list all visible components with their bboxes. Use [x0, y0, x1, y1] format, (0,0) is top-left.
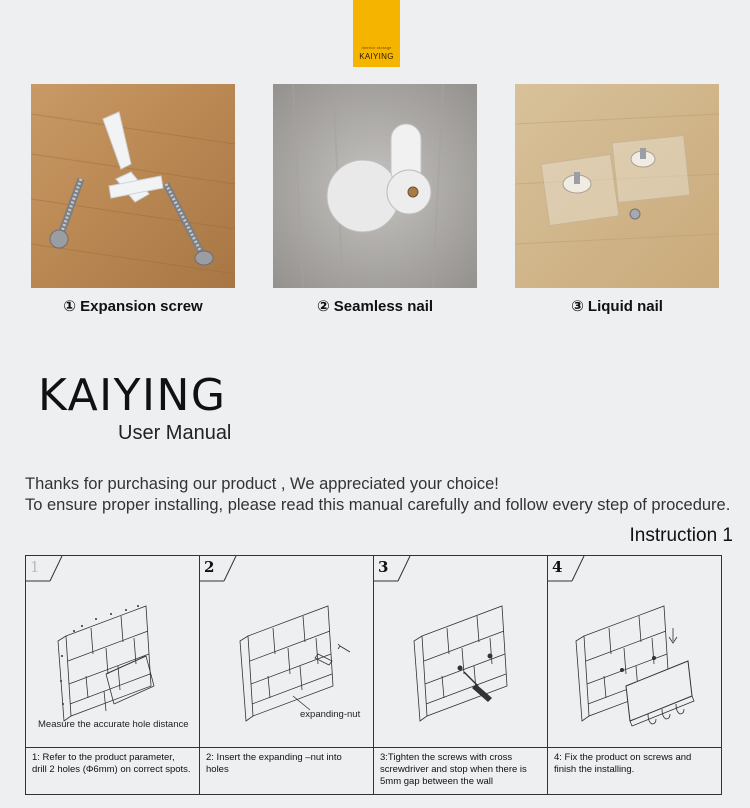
step-1-number: 1 — [30, 558, 40, 576]
step-2-text-line-1: 2: Insert the expanding –nut into holes — [206, 752, 342, 775]
manual-brand-title: KAIYING — [38, 370, 227, 421]
step-3-text — [374, 747, 547, 788]
step-3-text-line-3: 5mm gap between the wall — [380, 776, 494, 787]
step-2-number: 2 — [204, 558, 215, 576]
instruction-title: Instruction 1 — [629, 525, 733, 546]
step-1-text-line-1: 1: Refer to the product parameter, — [32, 752, 175, 763]
logo-brand: KAIYING — [359, 52, 394, 61]
step-3-text-line-2: screwdriver and stop when there is — [380, 764, 527, 775]
step-1-label: Measure the accurate hole distance — [38, 719, 189, 730]
intro-line-1: Thanks for purchasing our product , We appreciated your choice! — [25, 475, 499, 493]
step-1-text-line-2: drill 2 holes (Φ6mm) on correct spots. — [32, 764, 191, 775]
liquid-nail-caption: ③ Liquid nail — [571, 298, 663, 315]
expansion-screw-photo — [31, 84, 235, 288]
step-4-number: 4 — [552, 558, 563, 576]
step-2-text — [200, 747, 373, 776]
expansion-screw-caption: ① Expansion screw — [63, 298, 203, 315]
step-4-text-line-1: 4: Fix the product on screws and — [554, 752, 692, 763]
brick-wall-insert-illustration — [200, 586, 374, 746]
step-3-number: 3 — [378, 558, 389, 576]
step-4-text-line-2: finish the installing. — [554, 764, 635, 775]
intro-line-2: To ensure proper installing, please read this manual carefully and follow every step of procedure. — [25, 496, 731, 514]
step-4-text — [548, 747, 721, 776]
brick-wall-screwdriver-illustration — [374, 586, 548, 746]
brand-logo — [353, 0, 400, 67]
instruction-steps — [25, 555, 722, 795]
logo-tagline: Interior storage — [361, 45, 392, 50]
step-3-text-line-1: 3:Tighten the screws with cross — [380, 752, 513, 763]
brick-wall-mount-product-illustration — [548, 586, 722, 746]
liquid-nail-photo — [515, 84, 719, 288]
seamless-nail-photo — [273, 84, 477, 288]
step-4 — [548, 556, 721, 794]
step-2 — [200, 556, 374, 794]
expanding-nut-label: expanding-nut — [300, 709, 361, 720]
step-1 — [26, 556, 200, 794]
step-1-text — [26, 747, 199, 776]
manual-subtitle: User Manual — [118, 422, 232, 444]
seamless-nail-caption: ② Seamless nail — [316, 298, 434, 315]
step-3 — [374, 556, 548, 794]
